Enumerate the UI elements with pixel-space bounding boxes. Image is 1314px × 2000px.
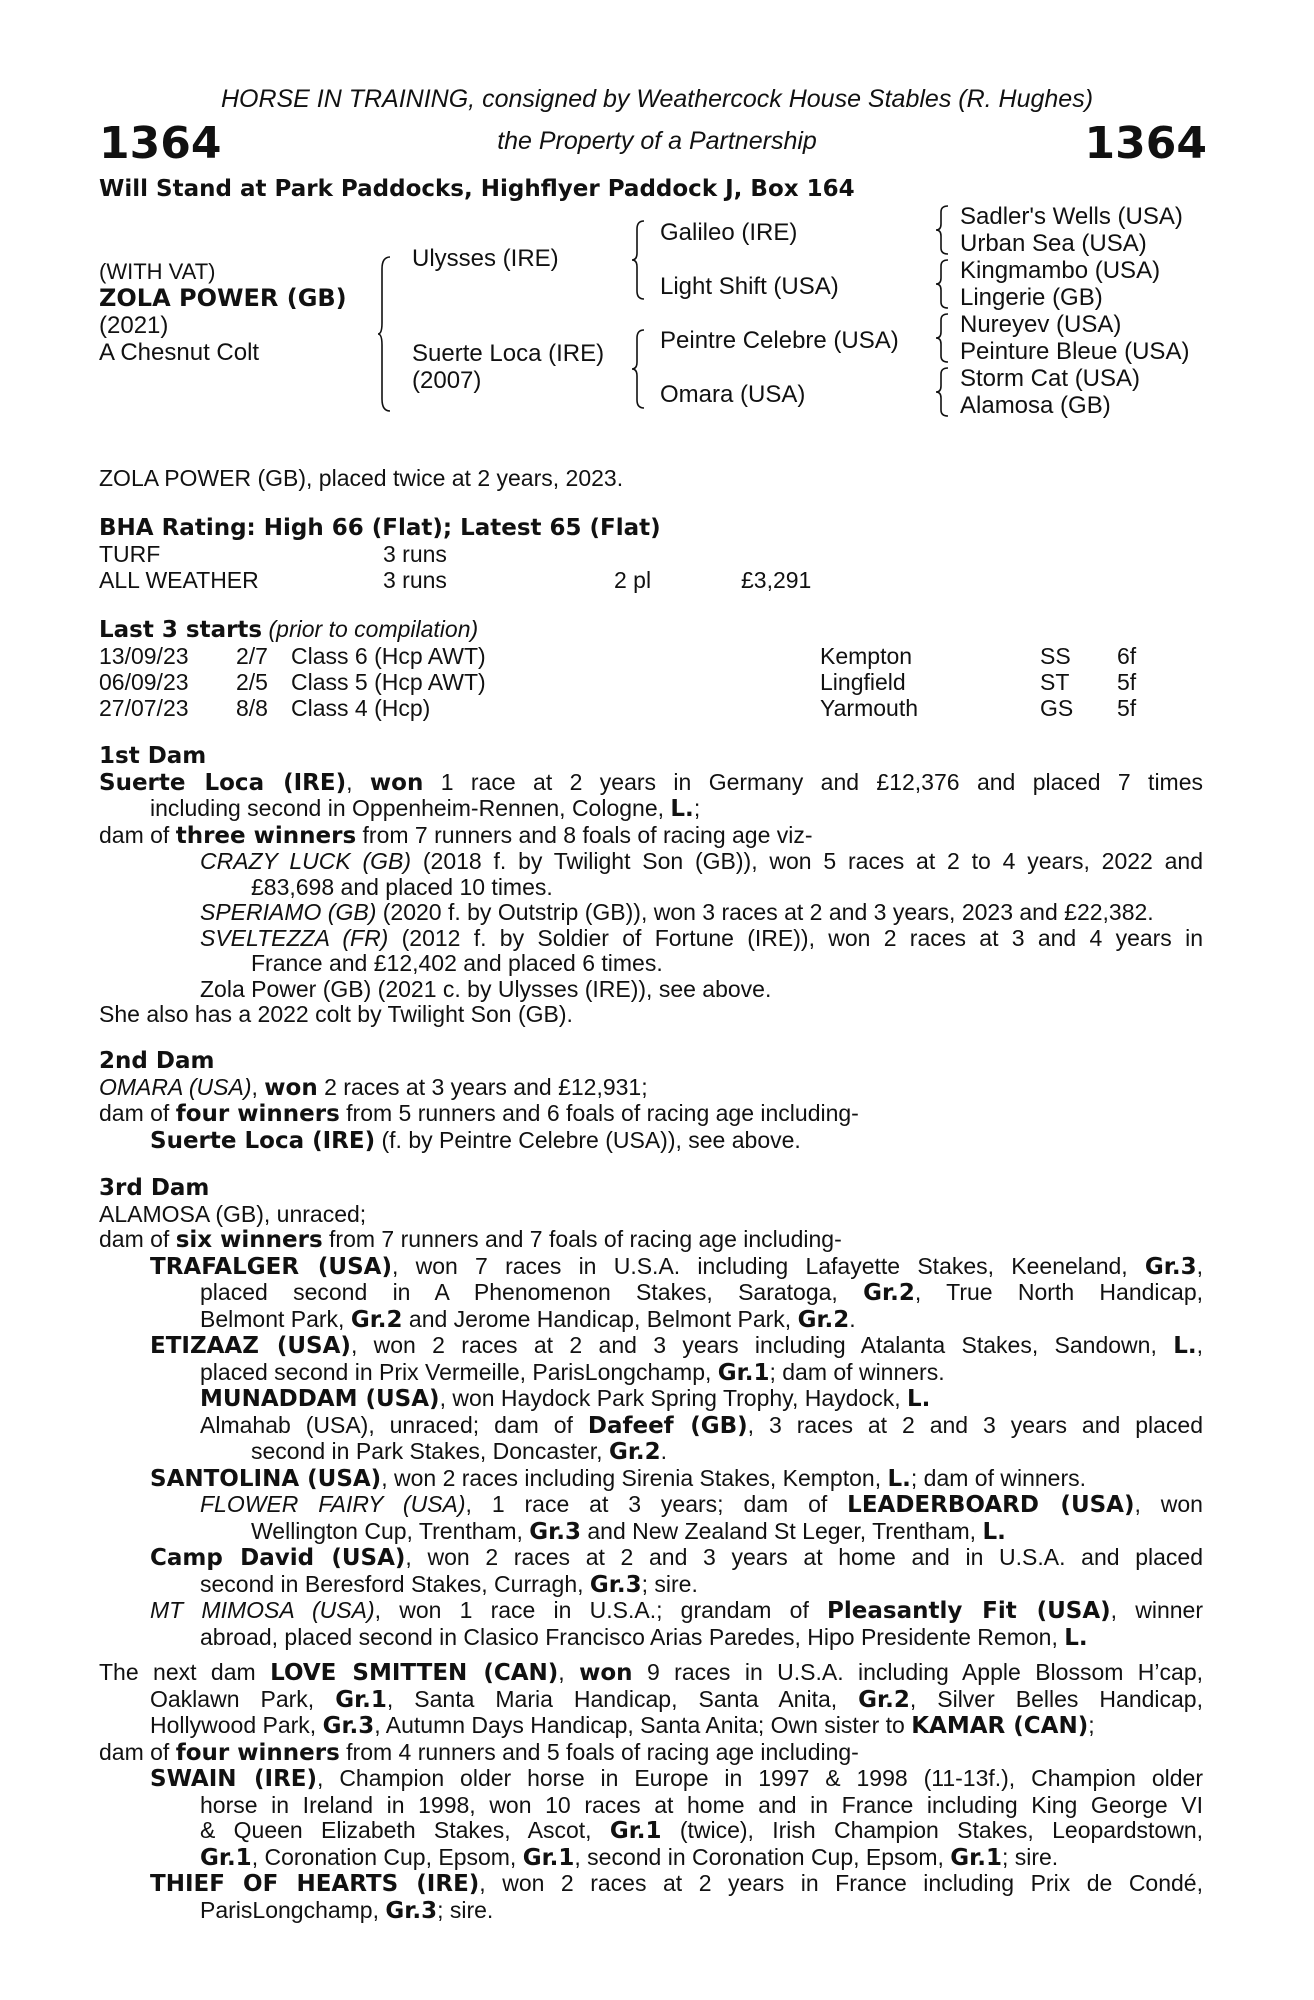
- produce-item: TRAFALGER (USA), won 7 races in U.S.A. including Lafayette Stakes, Keeneland, Gr.3,: [150, 1252, 1203, 1280]
- produce-item: SWAIN (IRE), Champion older horse in Europe in 1997 & 1998 (11-13f.), Champion older: [150, 1765, 1203, 1792]
- start-race: Class 5 (Hcp AWT): [291, 669, 486, 695]
- horse-block: [99, 258, 347, 366]
- turf-label: TURF: [99, 541, 161, 567]
- first-dam-title: 1st Dam: [99, 743, 207, 769]
- start-date: 13/09/23: [99, 643, 189, 669]
- third-dam-title: 3rd Dam: [99, 1175, 210, 1201]
- start-date: 27/07/23: [99, 695, 189, 721]
- summary-line: ZOLA POWER (GB), placed twice at 2 years, 2023.: [99, 465, 624, 491]
- second-dam-section: [99, 1049, 1203, 1154]
- ggdam-2: Lingerie (GB): [960, 284, 1103, 311]
- ggsire-1: Sadler's Wells (USA): [960, 203, 1183, 230]
- start-race: Class 6 (Hcp AWT): [291, 643, 486, 669]
- produce-item: ETIZAAZ (USA), won 2 races at 2 and 3 years including Atalanta Stakes, Sandown, L.,: [150, 1332, 1203, 1359]
- second-dam-title: 2nd Dam: [99, 1048, 215, 1074]
- start-course: Lingfield: [820, 669, 906, 695]
- ggsire-3: Nureyev (USA): [960, 311, 1122, 338]
- start-pos: 8/8: [236, 695, 268, 721]
- produce-sub-item: FLOWER FAIRY (USA), 1 race at 3 years; dam of LEADERBOARD (USA), won: [200, 1491, 1203, 1518]
- aw-runs: 3 runs: [383, 567, 447, 593]
- produce-item: SVELTEZZA (FR) (2012 f. by Soldier of Fortune (IRE)), won 2 races at 3 and 4 years in: [200, 924, 1203, 951]
- lot-number-right: 1364: [1084, 118, 1207, 169]
- start-date: 06/09/23: [99, 669, 189, 695]
- produce-item: CRAZY LUCK (GB) (2018 f. by Twilight Son (GB)), won 5 races at 2 to 4 years, 2022 and: [200, 848, 1203, 874]
- first-dam-also: She also has a 2022 colt by Twilight Son (GB).: [99, 1001, 573, 1027]
- start-course: Yarmouth: [820, 695, 919, 721]
- brace-sd: [936, 258, 950, 310]
- produce-item-cont: & Queen Elizabeth Stakes, Ascot, Gr.1 (twice), Irish Champion Stakes, Leopardstown,: [200, 1817, 1203, 1844]
- first-dam-produce: dam of three winners from 7 runners and 8 foals of racing age viz-: [99, 821, 813, 849]
- property-line: the Property of a Partnership: [497, 127, 817, 155]
- first-dam-line: Suerte Loca (IRE), won 1 race at 2 years in Germany and £12,376 and placed 7 times: [99, 768, 1204, 796]
- produce-sub-item: Almahab (USA), unraced; dam of Dafeef (GB), 3 races at 2 and 3 years and placed: [200, 1411, 1203, 1439]
- produce-item-cont: placed second in Prix Vermeille, ParisLongchamp, Gr.1; dam of winners.: [200, 1358, 945, 1386]
- consignment-line: HORSE IN TRAINING, consigned by Weathercock House Stables (R. Hughes): [220, 85, 1094, 113]
- vat-label: (WITH VAT): [99, 259, 216, 284]
- produce-item-cont: horse in Ireland in 1998, won 10 races at home and in France including King George VI: [200, 1791, 1203, 1818]
- aw-money: £3,291: [741, 567, 812, 593]
- start-distance: 5f: [1117, 669, 1137, 695]
- produce-item-cont: Belmont Park, Gr.2 and Jerome Handicap, Belmont Park, Gr.2.: [200, 1305, 856, 1333]
- start-distance: 6f: [1117, 643, 1137, 669]
- start-going: SS: [1040, 643, 1071, 669]
- turf-runs: 3 runs: [383, 541, 447, 567]
- produce-item: Suerte Loca (IRE) (f. by Peintre Celebre (USA)), see above.: [150, 1126, 801, 1154]
- produce-item-cont: placed second in A Phenomenon Stakes, Saratoga, Gr.2, True North Handicap,: [200, 1279, 1203, 1306]
- dam-dam: Omara (USA): [660, 381, 806, 408]
- ggdam-3: Peinture Bleue (USA): [960, 338, 1190, 365]
- produce-item-cont: Wellington Cup, Trentham, Gr.3 and New Zealand St Leger, Trentham, L.: [251, 1517, 1006, 1545]
- produce-item: THIEF OF HEARTS (IRE), won 2 races at 2 years in France including Prix de Condé,: [150, 1870, 1203, 1897]
- produce-item-cont: abroad, placed second in Clasico Francisco Arias Paredes, Hipo Presidente Remon, L.: [200, 1623, 1088, 1651]
- start-pos: 2/5: [236, 669, 268, 695]
- ggdam-4: Alamosa (GB): [960, 392, 1111, 419]
- bha-rating: BHA Rating: High 66 (Flat); Latest 65 (Flat): [99, 515, 661, 541]
- horse-year: (2021): [99, 312, 169, 339]
- first-dam-section: [99, 744, 1203, 1028]
- stand-location: Will Stand at Park Paddocks, Highflyer Paddock J, Box 164: [99, 176, 855, 202]
- brace-horse: [378, 255, 392, 413]
- last-starts-heading: [99, 617, 478, 644]
- next-dam-line: Oaklawn Park, Gr.1, Santa Maria Handicap, Santa Anita, Gr.2, Silver Belles Handicap,: [150, 1685, 1203, 1713]
- second-dam-produce: dam of four winners from 5 runners and 6 foals of racing age including-: [99, 1100, 859, 1127]
- brace-dd: [936, 366, 950, 418]
- produce-item: SANTOLINA (USA), won 2 races including Sirenia Stakes, Kempton, L.; dam of winners.: [150, 1464, 1087, 1492]
- produce-item: Zola Power (GB) (2021 c. by Ulysses (IRE)), see above.: [200, 975, 772, 1002]
- start-race: Class 4 (Hcp): [291, 695, 431, 721]
- dam-sire: Peintre Celebre (USA): [660, 327, 899, 354]
- brace-sire: [632, 219, 646, 301]
- produce-item: MT MIMOSA (USA), won 1 race in U.S.A.; grandam of Pleasantly Fit (USA), winner: [150, 1597, 1203, 1624]
- produce-item: SPERIAMO (GB) (2020 f. by Outstrip (GB)), won 3 races at 2 and 3 years, 2023 and £22,382.: [200, 899, 1154, 925]
- start-pos: 2/7: [236, 643, 268, 669]
- produce-item-cont: second in Park Stakes, Doncaster, Gr.2.: [251, 1438, 668, 1465]
- start-distance: 5f: [1117, 695, 1137, 721]
- next-dam-line: The next dam LOVE SMITTEN (CAN), won 9 races in U.S.A. including Apple Blossom H’cap,: [99, 1659, 1203, 1686]
- start-going: ST: [1040, 669, 1070, 695]
- horse-name: ZOLA POWER (GB): [99, 284, 347, 312]
- third-dam-section: [99, 1176, 1203, 1651]
- sire: Ulysses (IRE): [412, 245, 559, 272]
- produce-item-cont: second in Beresford Stakes, Curragh, Gr.3; sire.: [200, 1570, 698, 1598]
- sire-sire: Galileo (IRE): [660, 219, 798, 246]
- brace-ds: [936, 312, 950, 364]
- dam-year: (2007): [412, 367, 482, 394]
- next-dam-produce: dam of four winners from 4 runners and 5 foals of racing age including-: [99, 1738, 859, 1766]
- horse-description: A Chesnut Colt: [99, 339, 260, 366]
- second-dam-line: OMARA (USA), won 2 races at 3 years and £12,931;: [99, 1073, 648, 1101]
- next-dam-line: Hollywood Park, Gr.3, Autumn Days Handicap, Santa Anita; Own sister to KAMAR (CAN);: [150, 1712, 1095, 1739]
- first-dam-line: including second in Oppenheim-Rennen, Cologne, L.;: [150, 795, 701, 822]
- produce-item-cont: £83,698 and placed 10 times.: [251, 873, 553, 900]
- dam: Suerte Loca (IRE): [412, 340, 605, 367]
- lot-number-left: 1364: [99, 118, 222, 169]
- ggsire-2: Kingmambo (USA): [960, 257, 1161, 284]
- produce-item: Camp David (USA), won 2 races at 2 and 3 years at home and in U.S.A. and placed: [150, 1544, 1203, 1571]
- aw-placed: 2 pl: [614, 567, 652, 593]
- next-dam-section: [99, 1660, 1203, 1924]
- ggsire-4: Storm Cat (USA): [960, 365, 1141, 392]
- last-starts-note: (prior to compilation): [268, 616, 479, 642]
- sire-dam: Light Shift (USA): [660, 273, 839, 300]
- start-going: GS: [1040, 695, 1074, 721]
- ggdam-1: Urban Sea (USA): [960, 230, 1147, 257]
- third-dam-produce: dam of six winners from 7 runners and 7 foals of racing age including-: [99, 1226, 842, 1253]
- third-dam-line: ALAMOSA (GB), unraced;: [99, 1200, 367, 1227]
- produce-item-cont: Gr.1, Coronation Cup, Epsom, Gr.1, second in Coronation Cup, Epsom, Gr.1; sire.: [200, 1843, 1059, 1871]
- last-starts-title: Last 3 starts: [99, 617, 263, 643]
- brace-dam: [632, 328, 646, 410]
- produce-item-cont: ParisLongchamp, Gr.3; sire.: [200, 1896, 494, 1924]
- aw-label: ALL WEATHER: [99, 567, 259, 593]
- start-course: Kempton: [820, 643, 913, 669]
- produce-sub-item: MUNADDAM (USA), won Haydock Park Spring Trophy, Haydock, L.: [200, 1385, 931, 1412]
- brace-ss: [936, 204, 950, 256]
- produce-item-cont: France and £12,402 and placed 6 times.: [251, 950, 663, 976]
